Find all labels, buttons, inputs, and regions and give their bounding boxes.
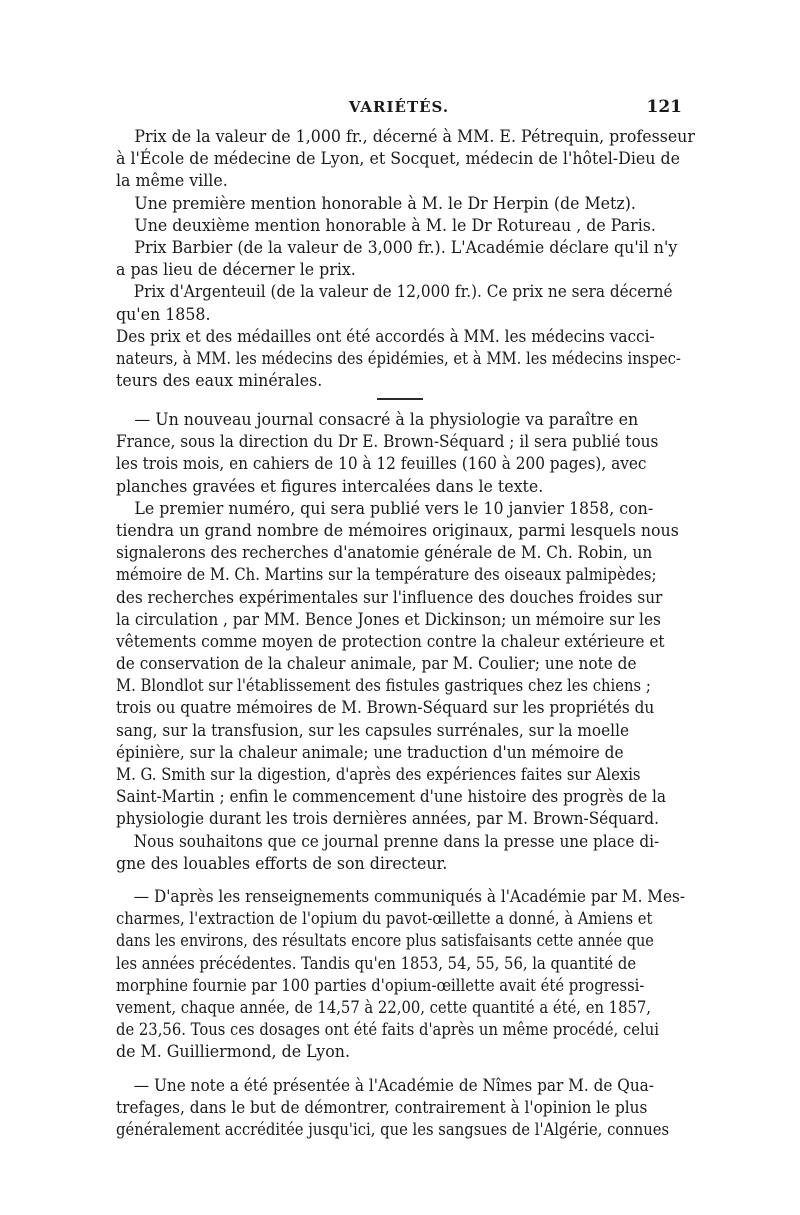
text-line: Le premier numéro, qui sera publié vers le 10 janvier 1858, con- [134,498,654,519]
text-line: des recherches expérimentales sur l'influence des douches froides sur [116,587,663,608]
text-line: Une première mention honorable à M. le Dr Herpin (de Metz). [134,193,636,214]
section-divider [377,398,423,400]
text-line: les années précédentes. Tandis qu'en 1853, 54, 55, 56, la quantité de [116,953,637,974]
text-line: Une deuxième mention honorable à M. le Dr Rotureau , de Paris. [134,215,656,236]
text-line: planches gravées et figures intercalées dans le texte. [116,476,544,497]
text-line: épinière, sur la chaleur animale; une traduction d'un mémoire de [116,742,624,763]
text-line: Des prix et des médailles ont été accordés à MM. les médecins vacci- [116,326,655,347]
journal-announcement-paragraphs [116,409,682,875]
text-line: les trois mois, en cahiers de 10 à 12 feuilles (160 à 200 pages), avec [116,454,647,475]
text-line: à l'École de médecine de Lyon, et Socquet, médecin de l'hôtel-Dieu de [116,149,680,170]
text-line: dans les environs, des résultats encore plus satisfaisants cette année que [116,931,654,952]
text-line: France, sous la direction du Dr E. Brown-Séquard ; il sera publié tous [116,432,659,453]
text-line: gne des louables efforts de son directeur. [116,853,448,874]
text-line: trois ou quatre mémoires de M. Brown-Séquard sur les propriétés du [116,698,655,719]
text-line: — Une note a été présentée à l'Académie de Nîmes par M. de Qua- [133,1076,654,1096]
text-line: vêtements comme moyen de protection contre la chaleur extérieure et [116,631,665,652]
text-line: Saint-Martin ; enfin le commencement d'une histoire des progrès de la [116,787,667,808]
text-line: de conservation de la chaleur animale, par M. Coulier; une note de [116,654,637,675]
text-line: Prix Barbier (de la valeur de 3,000 fr.). L'Académie déclare qu'il n'y [134,237,678,258]
running-head [116,98,682,122]
text-line: mémoire de M. Ch. Martins sur la température des oiseaux palmipèdes; [116,565,657,586]
text-line: de M. Guilliermond, de Lyon. [116,1042,350,1063]
text-line: M. Blondlot sur l'établissement des fistules gastriques chez les chiens ; [116,676,651,697]
text-line: nateurs, à MM. les médecins des épidémies, et à MM. les médecins inspec- [116,348,681,369]
prize-list-paragraphs [116,126,695,392]
text-line: physiologie durant les trois dernières années, par M. Brown-Séquard. [116,809,659,830]
text-line: morphine fournie par 100 parties d'opium-œillette avait été progressi- [116,975,645,996]
text-line: M. G. Smith sur la digestion, d'après des expériences faites sur Alexis [116,765,641,785]
text-line: charmes, l'extraction de l'opium du pavot-œillette a donné, à Amiens et [116,909,653,930]
text-line: de 23,56. Tous ces dosages ont été faits d'après un même procédé, celui [116,1020,659,1041]
text-line: la même ville. [116,171,228,192]
running-head-title: VARIÉTÉS. [348,98,450,116]
text-line: — D'après les renseignements communiqués à l'Académie par M. Mes- [133,887,686,907]
text-line: signalerons des recherches d'anatomie générale de M. Ch. Robin, un [116,543,653,564]
text-line: teurs des eaux minérales. [116,371,323,392]
opium-report-paragraph [116,886,686,1064]
text-line: la circulation , par MM. Bence Jones et Dickinson; un mémoire sur les [116,609,661,630]
page-number: 121 [646,97,682,117]
text-line: qu'en 1858. [116,304,211,325]
text-line: trefages, dans le but de démontrer, contrairement à l'opinion le plus [116,1098,648,1119]
text-line: — Un nouveau journal consacré à la physiologie va paraître en [134,410,639,430]
text-line: a pas lieu de décerner le prix. [116,260,356,281]
text-line: vement, chaque année, de 14,57 à 22,00, cette quantité a été, en 1857, [116,997,652,1018]
text-line: généralement accréditée jusqu'ici, que les sangsues de l'Algérie, connues [116,1120,670,1141]
text-line: sang, sur la transfusion, sur les capsules surrénales, sur la moelle [116,720,630,741]
text-line: Prix d'Argenteuil (de la valeur de 12,000 fr.). Ce prix ne sera décerné [133,282,673,303]
leeches-note-paragraph [116,1075,682,1142]
text-line: tiendra un grand nombre de mémoires originaux, parmi lesquels nous [116,520,679,541]
text-line: Prix de la valeur de 1,000 fr., décerné à MM. E. Pétrequin, professeur [134,127,695,147]
text-line: Nous souhaitons que ce journal prenne dans la presse une place di- [133,831,660,852]
